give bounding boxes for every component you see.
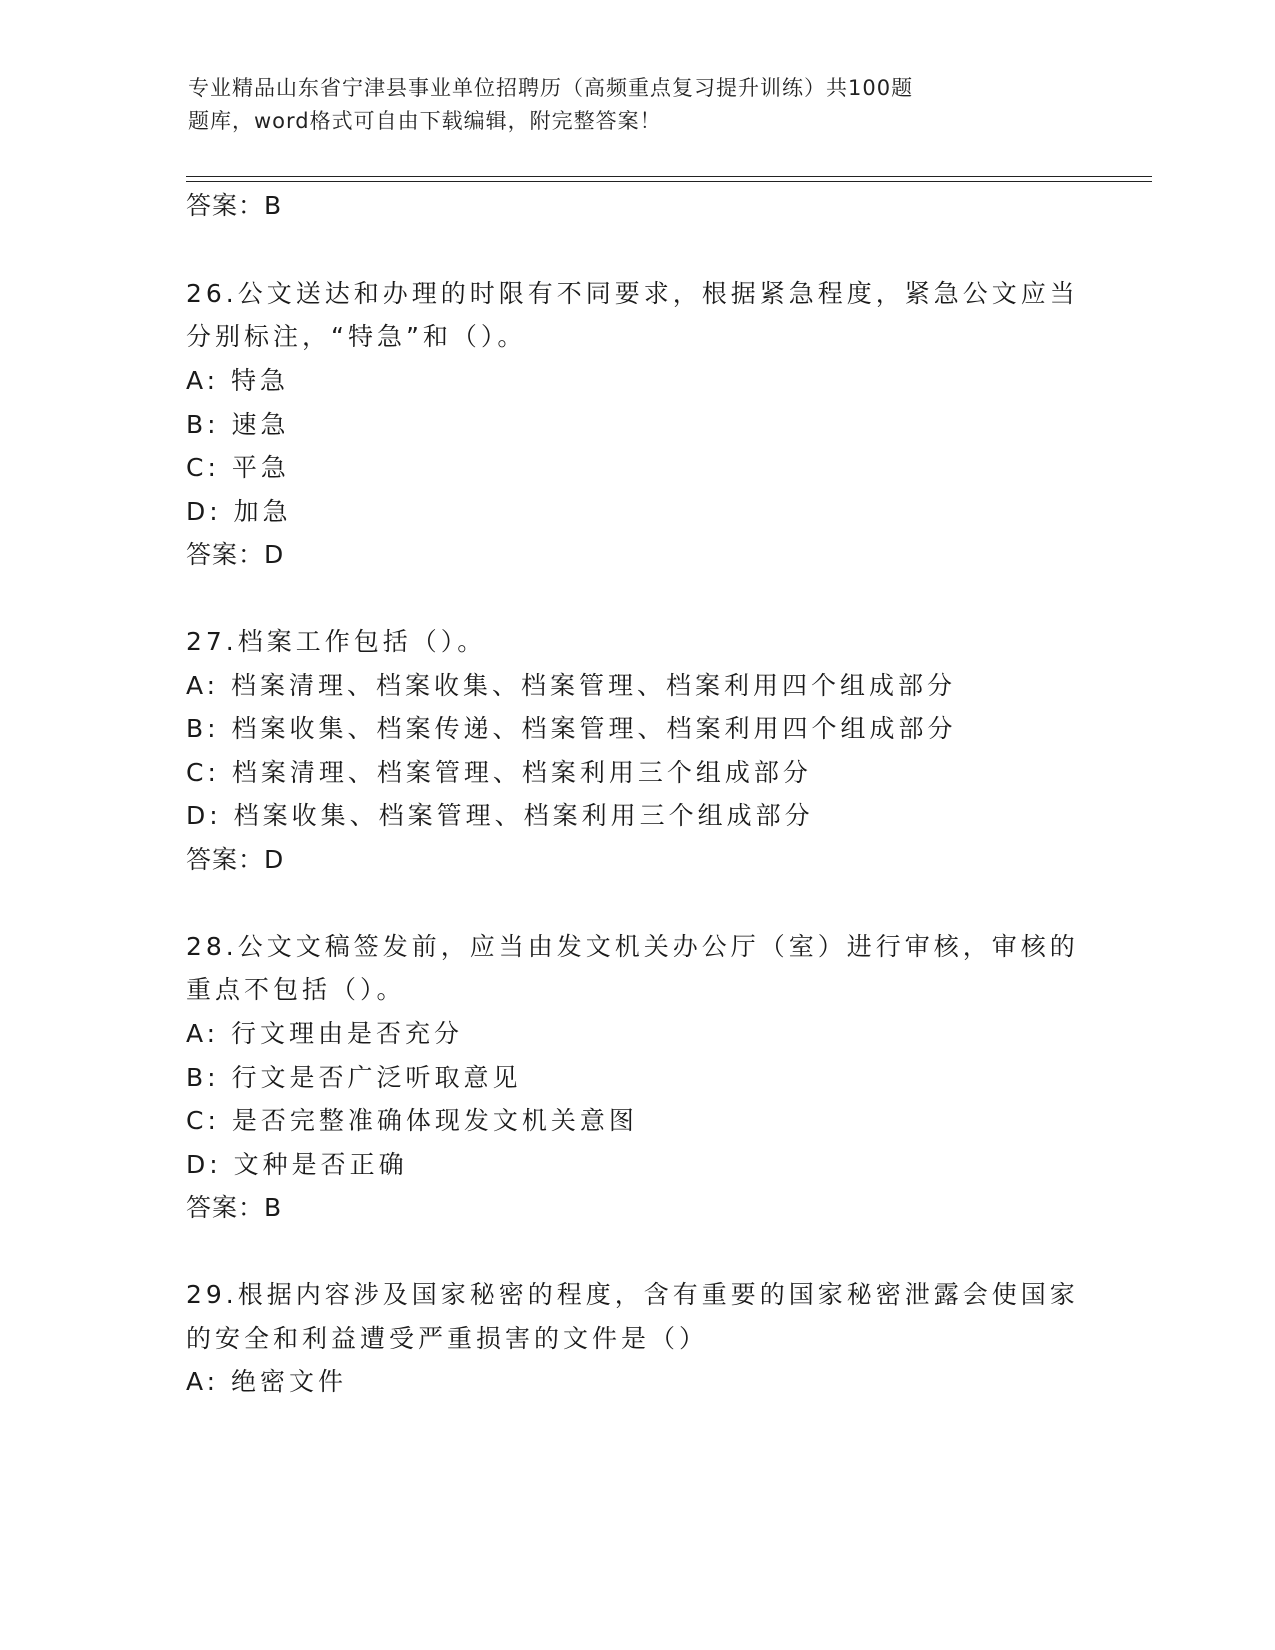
question-28-option-d: D: 文种是否正确 — [186, 1150, 408, 1179]
answer-26: 答案：D — [186, 540, 285, 569]
header-rule-bottom — [186, 181, 1152, 182]
question-27-stem-line-1: 27.档案工作包括（）。 — [186, 627, 487, 656]
question-29-stem-line-1: 29.根据内容涉及国家秘密的程度，含有重要的国家秘密泄露会使国家 — [186, 1280, 1079, 1309]
question-28-stem-line-1: 28.公文文稿签发前，应当由发文机关办公厅（室）进行审核，审核的 — [186, 932, 1079, 961]
question-26-option-a: A: 特急 — [186, 366, 290, 395]
question-26-option-b: B: 速急 — [186, 410, 290, 439]
answer-27: 答案：D — [186, 845, 285, 874]
question-27-option-c: C: 档案清理、档案管理、档案利用三个组成部分 — [186, 758, 812, 787]
header-rule-top — [186, 176, 1152, 177]
question-28-stem-line-2: 重点不包括（）。 — [186, 975, 406, 1004]
question-28-option-c: C: 是否完整准确体现发文机关意图 — [186, 1106, 638, 1135]
question-27-option-d: D: 档案收集、档案管理、档案利用三个组成部分 — [186, 801, 814, 830]
question-26-option-d: D: 加急 — [186, 497, 292, 526]
question-26-stem-line-2: 分别标注，“特急”和（）。 — [186, 322, 527, 351]
question-29-stem-line-2: 的安全和利益遭受严重损害的文件是（） — [186, 1324, 709, 1353]
question-29-option-a: A: 绝密文件 — [186, 1367, 348, 1396]
question-28-option-a: A: 行文理由是否充分 — [186, 1019, 464, 1048]
header-line-1: 专业精品山东省宁津县事业单位招聘历（高频重点复习提升训练）共100题 — [188, 76, 914, 100]
question-27-option-b: B: 档案收集、档案传递、档案管理、档案利用四个组成部分 — [186, 714, 957, 743]
answer-28: 答案：B — [186, 1193, 283, 1222]
header-line-2: 题库，word格式可自由下载编辑，附完整答案！ — [188, 109, 662, 133]
question-27-option-a: A: 档案清理、档案收集、档案管理、档案利用四个组成部分 — [186, 671, 957, 700]
question-26-stem-line-1: 26.公文送达和办理的时限有不同要求，根据紧急程度，紧急公文应当 — [186, 279, 1079, 308]
question-28-option-b: B: 行文是否广泛听取意见 — [186, 1063, 522, 1092]
document-header — [188, 72, 1048, 138]
question-26-option-c: C: 平急 — [186, 453, 290, 482]
answer-25: 答案：B — [186, 191, 283, 220]
